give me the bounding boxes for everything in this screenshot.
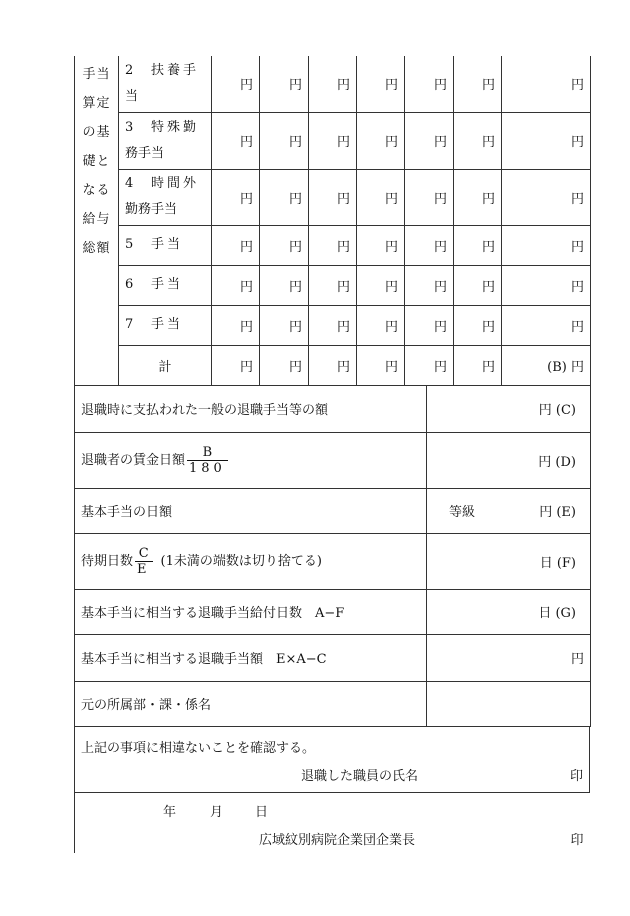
amount-cell[interactable]: 円 [309,265,357,305]
amount-cell[interactable]: 円 [309,345,357,385]
amount-cell[interactable]: 円 [454,225,502,265]
amount-cell[interactable]: 円 [260,169,309,225]
row-f [75,533,591,589]
amount-cell[interactable]: 円 [212,265,260,305]
amount-cell[interactable]: 円 [309,169,357,225]
amount-cell[interactable]: 円 [502,305,591,345]
amount-cell[interactable]: 円 [212,169,260,225]
amount-cell[interactable]: 円 [405,112,454,169]
amount-cell[interactable]: 円 [405,169,454,225]
amount-cell[interactable]: 円 [405,305,454,345]
row-g [75,589,591,634]
retiree-seal: 印 [569,768,583,784]
table-row [75,112,591,169]
org-seal: 印 [570,832,584,848]
amount-cell[interactable]: 円 [405,345,454,385]
item-label: 4 時間外 勤務手当 [119,169,212,225]
amount-cell[interactable]: 円 [309,225,357,265]
amount-cell[interactable]: 円 [502,112,591,169]
table-row [75,56,591,112]
confirm-table [74,726,590,853]
signature-block [75,792,590,853]
amount-cell[interactable]: 円 [212,56,260,112]
amount-cell[interactable]: 円 [454,345,502,385]
signature-row [75,792,590,853]
amount-cell[interactable]: 円 [309,56,357,112]
amount-cell[interactable]: 円 [309,305,357,345]
table-row-total [75,345,591,385]
year-label: 年 [163,804,177,820]
general-allowance-label: 退職時に支払われた一般の退職手当等の額 [75,385,427,432]
day-label: 日 [255,804,269,820]
amount-cell[interactable]: 円 [212,112,260,169]
basic-daily-value[interactable]: 等級 円 (E) [427,488,591,533]
amount-cell[interactable]: 円 [357,169,405,225]
table-row [75,265,591,305]
amount-cell[interactable]: 円 [212,345,260,385]
amount-cell[interactable]: 円 [260,345,309,385]
amount-cell[interactable]: 円 [405,225,454,265]
amount-cell[interactable]: 円 [454,169,502,225]
amount-cell[interactable]: 円 [357,265,405,305]
department-value[interactable] [427,681,591,726]
item-label: 2 扶養手 当 [119,56,212,112]
benefit-amount-label: 基本手当に相当する退職手当額 E×A−C [75,634,427,681]
amount-cell[interactable]: 円 [454,305,502,345]
benefit-amount-value[interactable]: 円 [427,634,591,681]
general-allowance-value[interactable]: 円 (C) [427,385,591,432]
calc-table [74,385,591,727]
month-label: 月 [210,804,224,820]
amount-cell[interactable]: 円 [260,112,309,169]
table-row [75,305,591,345]
amount-cell[interactable]: 円 [212,225,260,265]
basic-daily-label: 基本手当の日額 [75,488,427,533]
amount-cell[interactable]: 円 [502,56,591,112]
grade-label: 等級 [449,505,476,520]
confirm-block [75,726,590,792]
table-row [75,225,591,265]
row-d [75,432,591,488]
row-dept [75,681,591,726]
amount-cell[interactable]: 円 [309,112,357,169]
category-label: 手当 算定 の基 礎と なる 給与 総額 [75,56,119,385]
item-label: 6 手当 [119,265,212,305]
allowance-table [74,56,591,386]
confirm-statement: 上記の事項に相違ないことを確認する。 [81,740,316,756]
amount-cell[interactable]: 円 [454,56,502,112]
benefit-days-label: 基本手当に相当する退職手当給付日数 A−F [75,589,427,634]
waiting-days-label: 待期日数 $\frac{C}{E}$ (1未満の端数は切り捨てる) [75,533,427,589]
retiree-name-label: 退職した職員の氏名 [301,768,419,784]
amount-cell[interactable]: 円 [260,305,309,345]
table-row [75,169,591,225]
total-label: 計 [119,345,212,385]
department-label: 元の所属部・課・係名 [75,681,427,726]
amount-cell[interactable]: 円 [405,56,454,112]
organization-head: 広域紋別病院企業団企業長 [259,832,416,848]
row-e [75,488,591,533]
daily-wage-value[interactable]: 円 (D) [427,432,591,488]
amount-cell[interactable]: 円 [454,265,502,305]
amount-cell[interactable]: 円 [357,112,405,169]
waiting-days-value[interactable]: 日 (F) [427,533,591,589]
amount-cell[interactable]: 円 [454,112,502,169]
confirm-row [75,726,590,792]
amount-cell[interactable]: 円 [357,305,405,345]
retirement-allowance-form [74,56,590,853]
amount-cell[interactable]: 円 [502,265,591,305]
row-h [75,634,591,681]
amount-cell[interactable]: 円 [212,305,260,345]
amount-cell[interactable]: 円 [357,345,405,385]
amount-cell[interactable]: 円 [502,225,591,265]
total-b-cell[interactable]: (B) 円 [502,345,591,385]
amount-cell[interactable]: 円 [260,225,309,265]
item-label: 3 特殊勤 務手当 [119,112,212,169]
row-c [75,385,591,432]
benefit-days-value[interactable]: 日 (G) [427,589,591,634]
amount-cell[interactable]: 円 [405,265,454,305]
item-label: 7 手当 [119,305,212,345]
amount-cell[interactable]: 円 [357,56,405,112]
amount-cell[interactable]: 円 [260,265,309,305]
amount-cell[interactable]: 円 [357,225,405,265]
amount-cell[interactable]: 円 [260,56,309,112]
item-label: 5 手当 [119,225,212,265]
daily-wage-label: 退職者の賃金日額 $\frac{B}{180}$ [75,432,427,488]
amount-cell[interactable]: 円 [502,169,591,225]
fraction-b-180: $\frac{B}{180}$ [189,444,226,476]
fraction-c-e: $\frac{C}{E}$ [137,545,151,577]
